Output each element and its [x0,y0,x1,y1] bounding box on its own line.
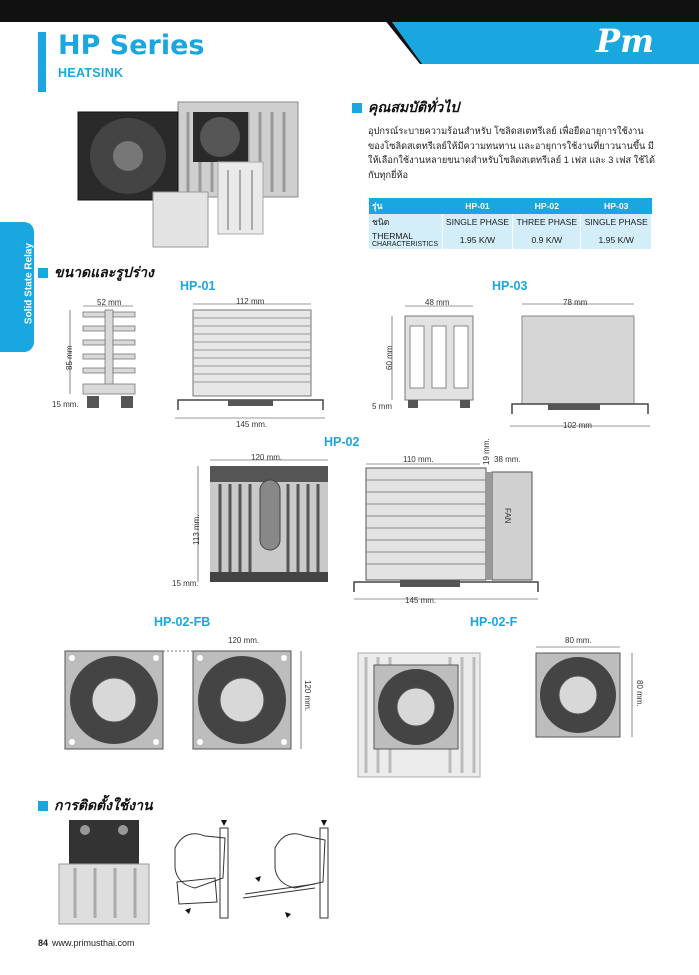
table-cell: THERMAL CHARACTERISTICS [369,230,442,249]
table-row [369,214,652,230]
brand-logo [596,22,654,60]
series-title: HP Series [58,30,205,61]
spec-header-hp02: HP-02 [513,198,581,214]
hp02fb-label: HP-02-FB [154,615,211,629]
hp03-base: 5 mm [372,402,392,411]
hp02fb-width: 120 mm. [228,636,260,645]
installation-heading: การติดตั้งใช้งาน [38,795,153,817]
hp03-width-front: 78 mm [563,298,588,307]
table-cell: 1.95 K/W [581,230,652,249]
hp02f-height: 80 mm. [635,680,644,707]
properties-text: อุปกรณ์ระบายความร้อนสำหรับ โซลิดสเตทรีเลย์ เพื่อยืดอายุการใช้งานของโซลิดสเตทรีเลย์ให้มีความทนทาน และอายุการใช้งานที่ยาวนานขึ้น มีให้เลือกใช้งานหลายขนาดสำหรับโซลิดสเตทรีเลย์ 1 เฟส และ 3 เฟส ใช้ได้กับทุกยี่ห้อ [368,126,656,180]
hp02-fan-width: 38 mm. [494,455,521,464]
spec-table-header [369,198,652,214]
table-cell: 1.95 K/W [442,230,513,249]
dimensions-heading: ขนาดและรูปร่าง [38,262,154,284]
hp02f-drawing [356,645,656,780]
spec-table [369,198,652,249]
hp03-height: 60 mm [385,345,394,370]
spec-header-hp01: HP-01 [442,198,513,214]
hp01-front-drawing [173,300,333,420]
spec-header-hp03: HP-03 [581,198,652,214]
spec-header-model: รุ่น [369,198,442,214]
hp01-side-drawing [65,298,165,418]
brand-logo-text: Pm [596,22,654,60]
hp02-width-top: 120 mm. [251,453,283,462]
hp02-front-drawing [352,452,547,602]
side-tab-label: Solid State Relay [23,242,35,325]
hp03-label: HP-03 [492,279,528,293]
hp02-side-drawing [190,454,340,594]
hp02-base: 15 mm. [172,579,199,588]
hp02fb-height: 120 mm. [303,680,312,712]
footer [38,938,135,948]
hp02-fan-gap: 19 mm. [482,438,491,465]
installation-diagram [165,818,345,928]
hp03-front-drawing [508,300,656,430]
hp01-width-front: 112 mm [236,297,265,306]
table-row [369,230,652,249]
hp02-height: 113 mm. [192,514,201,545]
hp02-label: HP-02 [324,435,360,449]
table-cell: SINGLE PHASE [442,214,513,230]
installation-photo [55,818,155,928]
hp02-fan-text: FAN [503,508,512,524]
properties-heading: คุณสมบัติทั่วไป [352,97,459,119]
hp03-length: 102 mm [563,421,592,430]
table-cell: 0.9 K/W [513,230,581,249]
hp02-length: 145 mm. [405,596,437,605]
table-cell: ชนิด [369,214,442,230]
hp03-width-top: 48 mm [425,298,450,307]
side-tab[interactable] [0,222,34,352]
hp02fb-drawing [63,645,313,755]
hp01-height: 85 mm [65,345,74,370]
product-photo [78,92,303,254]
title-accent-bar [38,32,46,92]
hp03-side-drawing [380,300,490,415]
table-cell: THREE PHASE [513,214,581,230]
hp02f-width: 80 mm. [565,636,592,645]
hp02f-label: HP-02-F [470,615,518,629]
page-number: 84 [38,938,49,948]
footer-url[interactable]: www.primusthai.com [52,938,135,948]
hp01-label: HP-01 [180,279,216,293]
hp01-length: 145 mm. [236,420,268,429]
series-subtitle: HEATSINK [58,66,124,80]
table-cell: SINGLE PHASE [581,214,652,230]
hp01-width-top: 52 mm [97,298,122,307]
hp02-width-front: 110 mm. [403,455,434,464]
hp01-base: 15 mm. [52,400,79,409]
